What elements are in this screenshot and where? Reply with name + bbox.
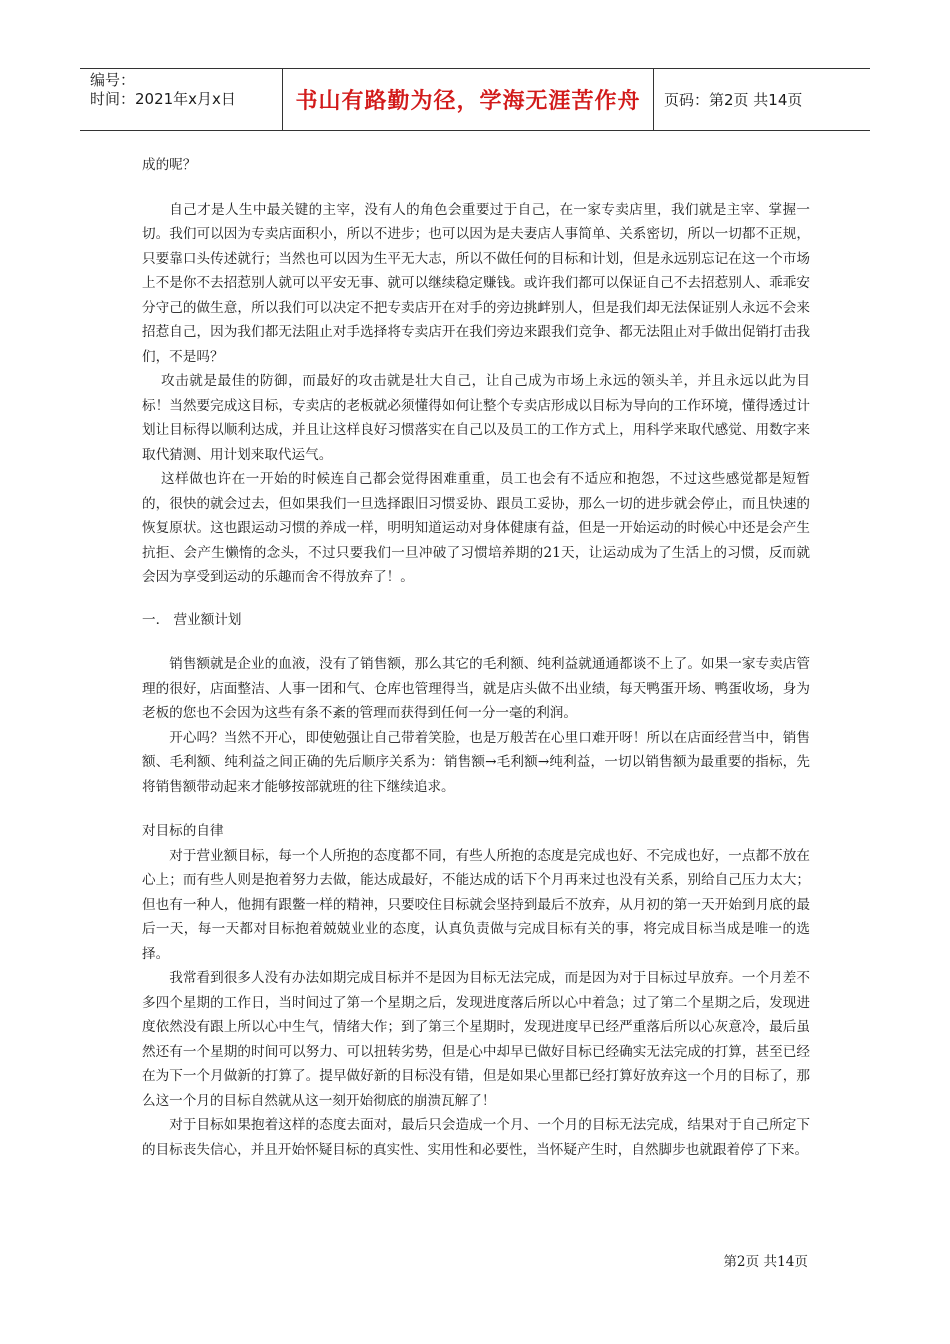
paragraph: 攻击就是最佳的防御，而最好的攻击就是壮大自己，让自己成为市场上永远的领头羊，并且永远以此为目标！当然要完成这目标，专卖店的老板就必须懂得如何让整个专卖店形成以目标为导向的工作环境，懂得透过计划让目标得以顺利达成，并且让这样良好习惯落实在自己以及员工的工作方式上，用科学来取代感觉、用数字来取代猜测、用计划来取代运气。 xyxy=(142,373,810,463)
subsection-heading: 对目标的自律 xyxy=(142,823,224,839)
paragraph: 开心吗？当然不开心，即使勉强让自己带着笑脸，也是万般苦在心里口难开呀！所以在店面经营当中，销售额、毛利额、纯利益之间正确的先后顺序关系为：销售额→毛利额→纯利益，一切以销售额为最重要的指标，先将销售额带动起来才能够按部就班的往下继续追求。 xyxy=(142,729,810,795)
document-body xyxy=(142,153,810,1162)
document-date: 时间：2021年x月x日 xyxy=(90,90,236,108)
paragraph: 这样做也许在一开始的时候连自己都会觉得困难重重，员工也会有不适应和抱怨，不过这些感觉都是短暂的，很快的就会过去，但如果我们一旦选择跟旧习惯妥协、跟员工妥协，那么一切的进步就会停止，而且快速的恢复原状。这也跟运动习惯的养成一样，明明知道运动对身体健康有益，但是一开始运动的时候心中还是会产生抗拒、会产生懒惰的念头，不过只要我们一旦冲破了习惯培养期的21天，让运动成为了生活上的习惯，反而就会因为享受到运动的乐趣而舍不得放弃了！。 xyxy=(142,471,810,585)
section-heading: 一． 营业额计划 xyxy=(142,611,242,628)
paragraph: 销售额就是企业的血液，没有了销售额，那么其它的毛利额、纯利益就通通都谈不上了。如果一家专卖店管理的很好，店面整洁、人事一团和气、仓库也管理得当，就是店头做不出业绩，每天鸭蛋开场、鸭蛋收场，身为老板的您也不会因为这些有条不紊的管理而获得到任何一分一毫的利润。 xyxy=(142,656,810,721)
header-motto: 书山有路勤为径，学海无涯苦作舟 xyxy=(282,69,654,130)
document-number-label: 编号： xyxy=(90,71,136,89)
page-footer: 第2页 共14页 xyxy=(723,1254,808,1270)
header-meta xyxy=(80,69,282,130)
page-header xyxy=(80,68,870,131)
paragraph: 我常看到很多人没有办法如期完成目标并不是因为目标无法完成，而是因为对于目标过早放弃。一个月差不多四个星期的工作日，当时间过了第一个星期之后，发现进度落后所以心中着急；过了第二个星期之后，发现进度依然没有跟上所以心中生气，情绪大作；到了第三个星期时，发现进度早已经严重落后所以心灰意冷，最后虽然还有一个星期的时间可以努力、可以扭转劣势，但是心中却早已做好目标已经确实无法完成的打算，甚至已经在为下一个月做新的打算了。提早做好新的目标没有错，但是如果心里都已经打算好放弃这一个月的目标了，那么这一个月的目标自然就从这一刻开始彻底的崩溃瓦解了！ xyxy=(142,970,810,1109)
header-page-code: 页码：第2页 共14页 xyxy=(664,91,803,109)
paragraph: 成的呢？ xyxy=(142,157,197,173)
paragraph: 自己才是人生中最关键的主宰，没有人的角色会重要过于自己，在一家专卖店里，我们就是主宰、掌握一切。我们可以因为专卖店面积小，所以不进步；也可以因为是夫妻店人事简单、关系密切，所以一切都不正规，只要靠口头传述就行；当然也可以因为生平无大志，所以不做任何的目标和计划，但是永远别忘记在这一个市场上不是你不去招惹别人就可以平安无事、就可以继续稳定赚钱。或许我们都可以保证自己不去招惹别人、乖乖安分守己的做生意，所以我们可以决定不把专卖店开在对手的旁边挑衅别人，但是我们却无法保证别人永远不会来招惹自己，因为我们都无法阻止对手选择将专卖店开在我们旁边来跟我们竞争、都无法阻止对手做出促销打击我们，不是吗？ xyxy=(142,201,810,365)
paragraph: 对于营业额目标，每一个人所抱的态度都不同，有些人所抱的态度是完成也好、不完成也好，一点都不放在心上；而有些人则是抱着努力去做，能达成最好，不能达成的话下个月再来过也没有关系，别给自己压力太大；但也有一种人，他拥有跟鳖一样的精神，只要咬住目标就会坚持到最后不放弃，从月初的第一天开始到月底的最后一天，每一天都对目标抱着兢兢业业的态度，认真负责做与完成目标有关的事，将完成目标当成是唯一的选择。 xyxy=(142,847,810,962)
paragraph: 对于目标如果抱着这样的态度去面对，最后只会造成一个月、一个月的目标无法完成，结果对于自己所定下的目标丧失信心，并且开始怀疑目标的真实性、实用性和必要性，当怀疑产生时，自然脚步也就跟着停了下来。 xyxy=(142,1117,810,1158)
